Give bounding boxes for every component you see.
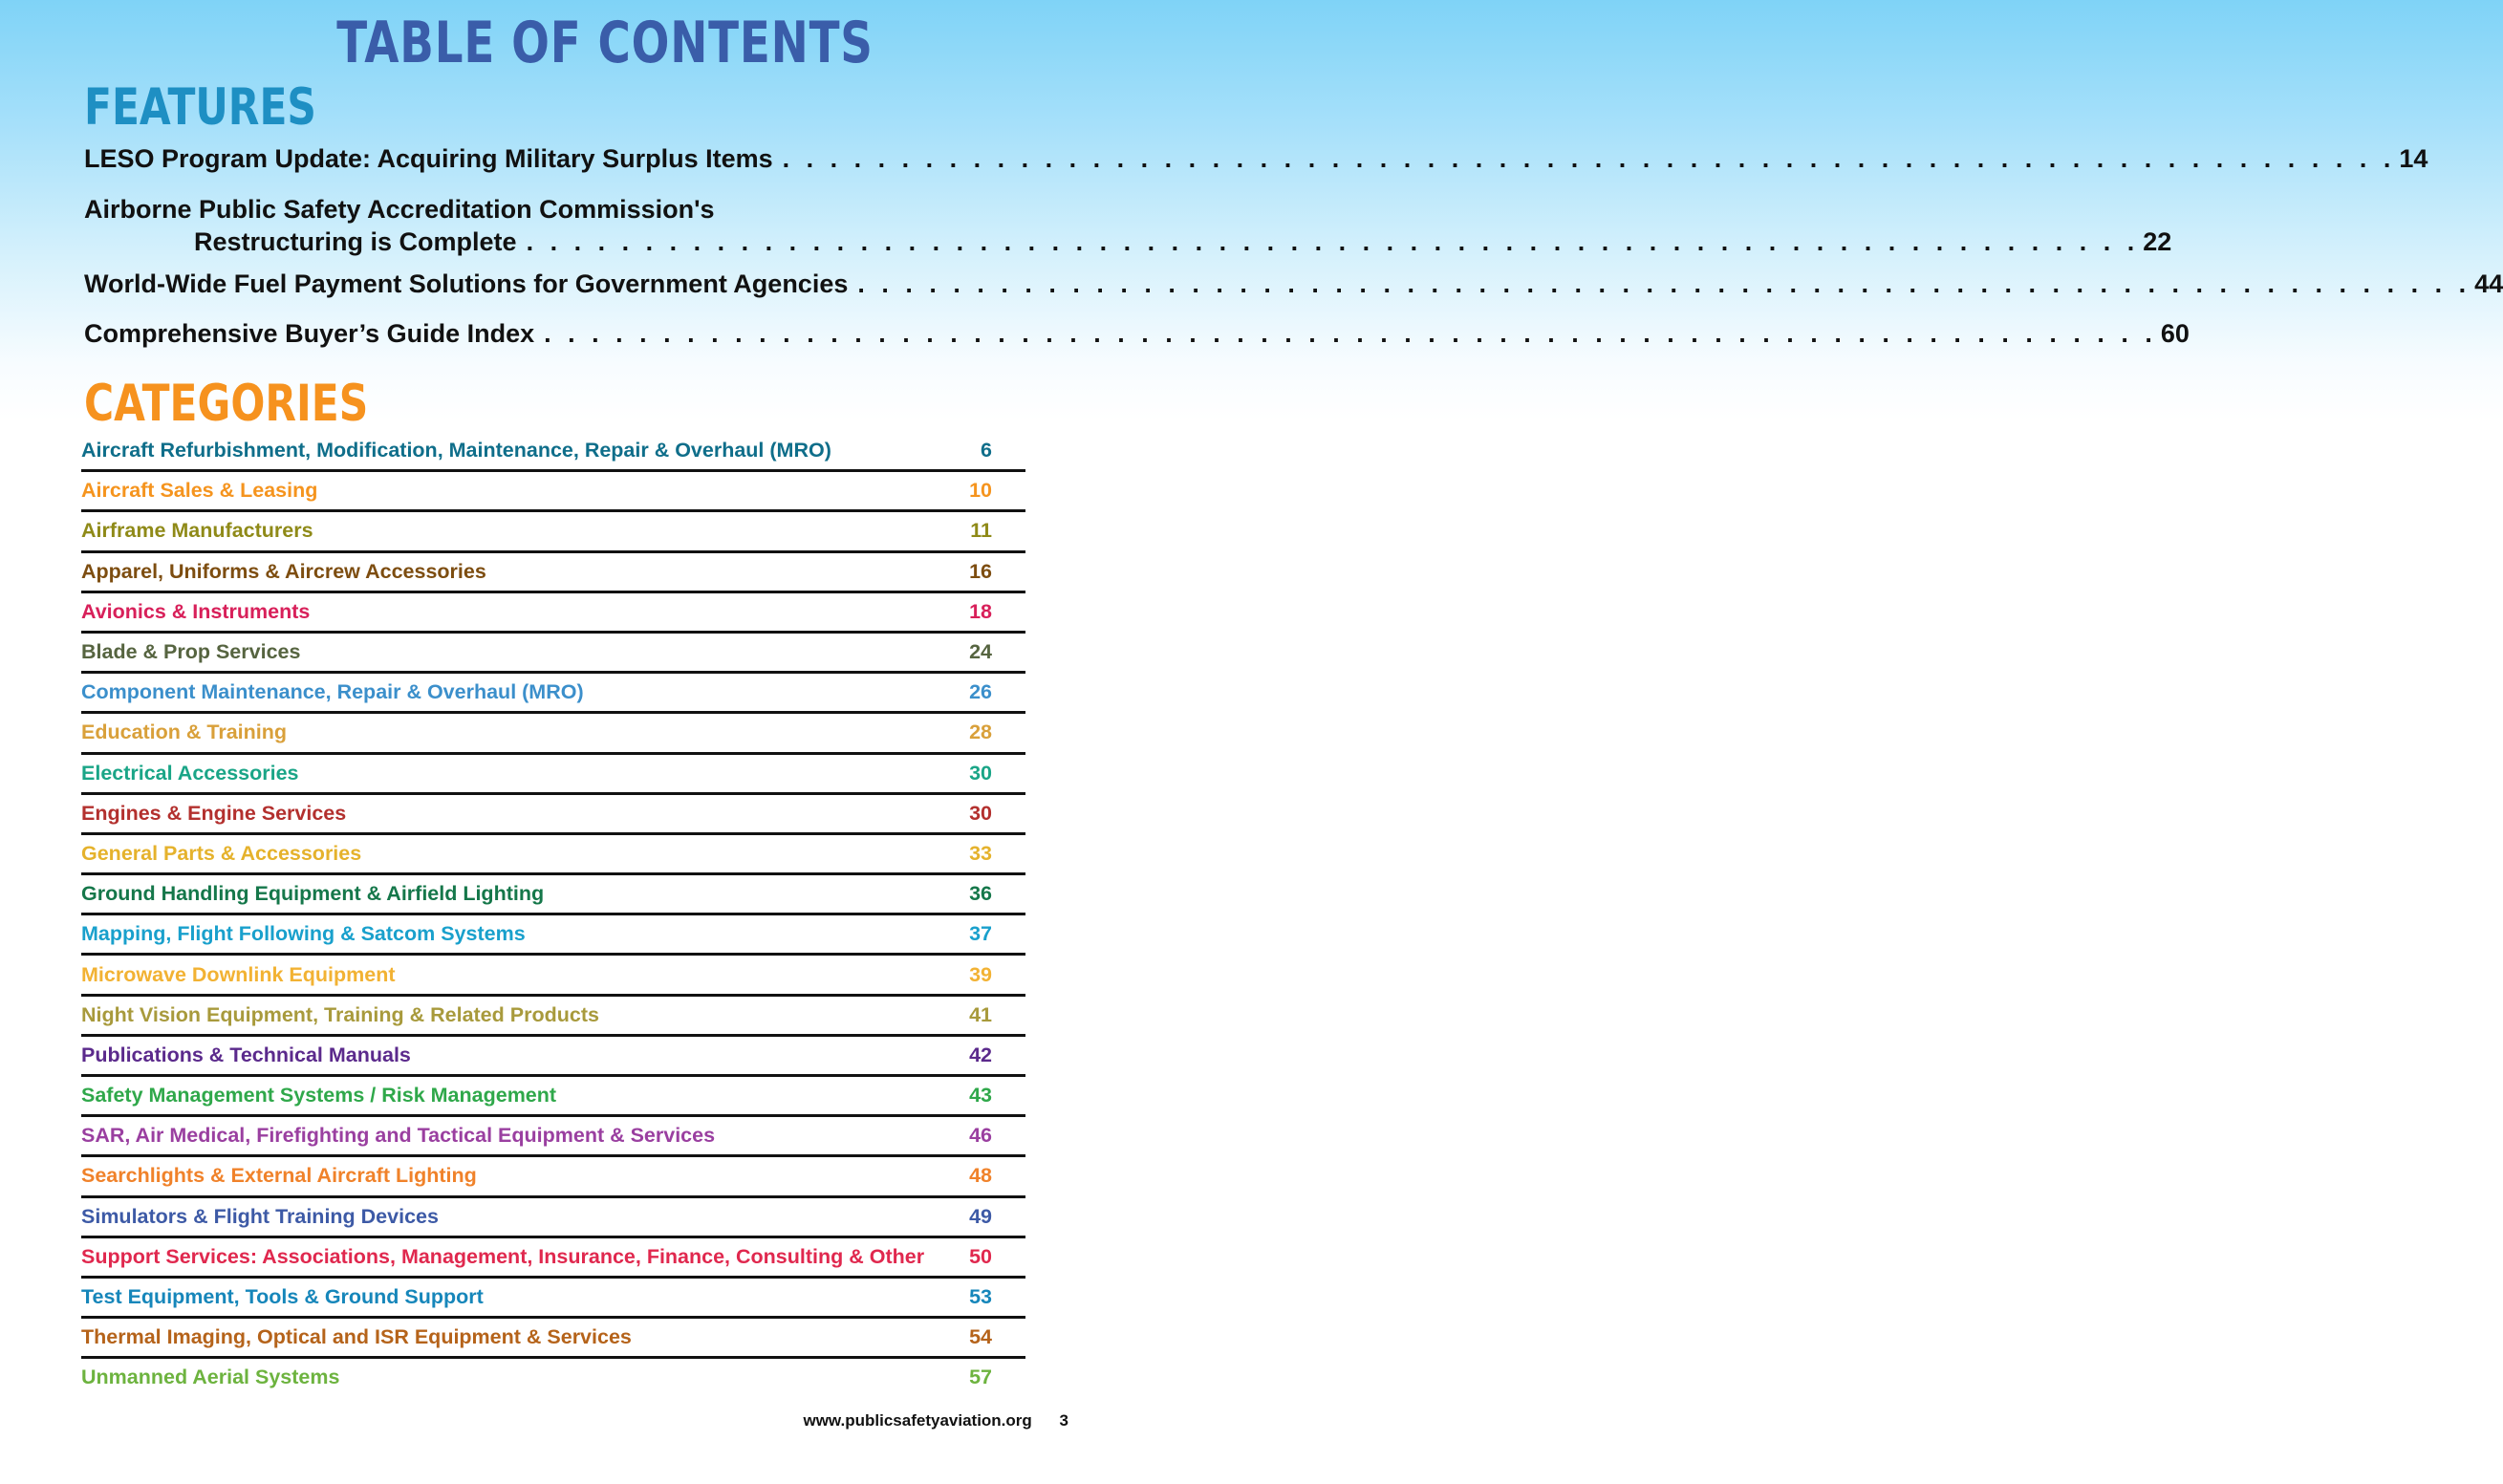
category-page-number: 54 bbox=[969, 1325, 992, 1349]
category-name: Unmanned Aerial Systems bbox=[81, 1366, 340, 1389]
category-name: Apparel, Uniforms & Aircrew Accessories bbox=[81, 559, 486, 583]
category-name: Microwave Downlink Equipment bbox=[81, 962, 396, 986]
feature-title: Comprehensive Buyer’s Guide Index bbox=[84, 319, 535, 348]
category-page-number: 57 bbox=[969, 1366, 992, 1389]
category-name: Component Maintenance, Repair & Overhaul (MRO) bbox=[81, 680, 584, 704]
category-page-number: 24 bbox=[969, 640, 992, 664]
feature-page-number: 14 bbox=[2399, 144, 2428, 173]
category-name: SAR, Air Medical, Firefighting and Tactical Equipment & Services bbox=[81, 1124, 716, 1148]
dot-leader: . . . . . . . . . . . . . . . . . . . . . . . . . . . . . . . . . . . . . . . . . . . . . . . . . . . . . . . . . . . . . . . . . . . . bbox=[857, 269, 2471, 298]
category-page-number: 39 bbox=[969, 962, 992, 986]
category-row[interactable] bbox=[81, 835, 1025, 875]
category-page-number: 26 bbox=[969, 680, 992, 704]
category-name: Night Vision Equipment, Training & Related Products bbox=[81, 1002, 599, 1026]
category-name: Blade & Prop Services bbox=[81, 640, 301, 664]
feature-item-fuel-payment[interactable] bbox=[84, 268, 2503, 300]
category-page-number: 30 bbox=[969, 801, 992, 825]
categories-list bbox=[81, 432, 1025, 1397]
features-heading: FEATURES bbox=[84, 78, 316, 137]
category-row[interactable] bbox=[81, 1157, 1025, 1197]
category-row[interactable] bbox=[81, 915, 1025, 956]
feature-item-leso[interactable] bbox=[84, 142, 2428, 175]
feature-title-line2: Restructuring is Complete bbox=[194, 227, 517, 256]
category-page-number: 53 bbox=[969, 1285, 992, 1309]
category-page-number: 11 bbox=[970, 519, 992, 543]
category-row[interactable] bbox=[81, 432, 1025, 472]
page-footer bbox=[803, 1411, 1068, 1430]
category-row[interactable] bbox=[81, 1279, 1025, 1319]
category-page-number: 50 bbox=[969, 1244, 992, 1268]
category-name: Test Equipment, Tools & Ground Support bbox=[81, 1285, 484, 1309]
feature-item-buyers-guide[interactable] bbox=[84, 317, 2190, 350]
category-page-number: 33 bbox=[969, 841, 992, 865]
category-row[interactable] bbox=[81, 674, 1025, 714]
category-name: Aircraft Sales & Leasing bbox=[81, 479, 318, 503]
category-row[interactable] bbox=[81, 1077, 1025, 1117]
category-row[interactable] bbox=[81, 997, 1025, 1037]
category-row[interactable] bbox=[81, 875, 1025, 915]
dot-leader: . . . . . . . . . . . . . . . . . . . . . . . . . . . . . . . . . . . . . . . . . . . . . . . . . . . . . . . . . . . . . . . . . . . . bbox=[526, 227, 2140, 256]
category-name: Mapping, Flight Following & Satcom Systems bbox=[81, 922, 526, 946]
category-row[interactable] bbox=[81, 472, 1025, 512]
category-name: Publications & Technical Manuals bbox=[81, 1043, 411, 1066]
page-number: 3 bbox=[1059, 1411, 1068, 1430]
category-page-number: 30 bbox=[969, 761, 992, 785]
category-row[interactable] bbox=[81, 1037, 1025, 1077]
category-row[interactable] bbox=[81, 1117, 1025, 1157]
dot-leader: . . . . . . . . . . . . . . . . . . . . . . . . . . . . . . . . . . . . . . . . . . . . . . . . . . . . . . . . . . . . . . . . . . . . bbox=[544, 319, 2157, 348]
page-title: TABLE OF CONTENTS bbox=[336, 10, 874, 76]
website-link[interactable]: www.publicsafetyaviation.org bbox=[803, 1411, 1032, 1430]
category-name: Searchlights & External Aircraft Lighting bbox=[81, 1164, 477, 1188]
category-row[interactable] bbox=[81, 634, 1025, 674]
category-page-number: 48 bbox=[969, 1164, 992, 1188]
category-name: Education & Training bbox=[81, 720, 288, 744]
category-name: Thermal Imaging, Optical and ISR Equipment & Services bbox=[81, 1325, 632, 1349]
category-name: Aircraft Refurbishment, Modification, Maintenance, Repair & Overhaul (MRO) bbox=[81, 439, 831, 462]
feature-title-line1: Airborne Public Safety Accreditation Commission's bbox=[84, 195, 715, 224]
category-row[interactable] bbox=[81, 956, 1025, 996]
category-page-number: 46 bbox=[969, 1124, 992, 1148]
feature-page-number: 22 bbox=[2143, 227, 2172, 256]
category-name: General Parts & Accessories bbox=[81, 841, 362, 865]
category-row[interactable] bbox=[81, 1319, 1025, 1359]
category-row[interactable] bbox=[81, 553, 1025, 593]
category-page-number: 41 bbox=[969, 1002, 992, 1026]
category-page-number: 42 bbox=[969, 1043, 992, 1066]
category-row[interactable] bbox=[81, 1359, 1025, 1396]
feature-page-number: 44 bbox=[2474, 269, 2503, 298]
category-row[interactable] bbox=[81, 593, 1025, 634]
category-row[interactable] bbox=[81, 714, 1025, 754]
category-page-number: 10 bbox=[969, 479, 992, 503]
category-page-number: 37 bbox=[969, 922, 992, 946]
category-page-number: 6 bbox=[981, 439, 992, 462]
category-page-number: 43 bbox=[969, 1084, 992, 1108]
category-page-number: 49 bbox=[969, 1204, 992, 1228]
feature-title: World-Wide Fuel Payment Solutions for Government Agencies bbox=[84, 269, 849, 298]
category-name: Support Services: Associations, Management, Insurance, Finance, Consulting & Other bbox=[81, 1244, 925, 1268]
category-name: Ground Handling Equipment & Airfield Lighting bbox=[81, 882, 545, 906]
category-row[interactable] bbox=[81, 755, 1025, 795]
category-page-number: 16 bbox=[969, 559, 992, 583]
category-name: Airframe Manufacturers bbox=[81, 519, 313, 543]
feature-item-apsac[interactable] bbox=[84, 193, 2172, 258]
category-page-number: 36 bbox=[969, 882, 992, 906]
feature-page-number: 60 bbox=[2160, 319, 2190, 348]
category-row[interactable] bbox=[81, 512, 1025, 552]
dot-leader: . . . . . . . . . . . . . . . . . . . . . . . . . . . . . . . . . . . . . . . . . . . . . . . . . . . . . . . . . . . . . . . . . . . . bbox=[782, 144, 2396, 173]
category-row[interactable] bbox=[81, 1238, 1025, 1279]
category-name: Avionics & Instruments bbox=[81, 599, 311, 623]
category-name: Engines & Engine Services bbox=[81, 801, 347, 825]
categories-heading: CATEGORIES bbox=[84, 375, 369, 433]
category-name: Safety Management Systems / Risk Management bbox=[81, 1084, 557, 1108]
category-row[interactable] bbox=[81, 795, 1025, 835]
category-page-number: 18 bbox=[969, 599, 992, 623]
category-page-number: 28 bbox=[969, 720, 992, 744]
feature-title: LESO Program Update: Acquiring Military Surplus Items bbox=[84, 144, 773, 173]
category-row[interactable] bbox=[81, 1198, 1025, 1238]
category-name: Simulators & Flight Training Devices bbox=[81, 1204, 439, 1228]
category-name: Electrical Accessories bbox=[81, 761, 299, 785]
